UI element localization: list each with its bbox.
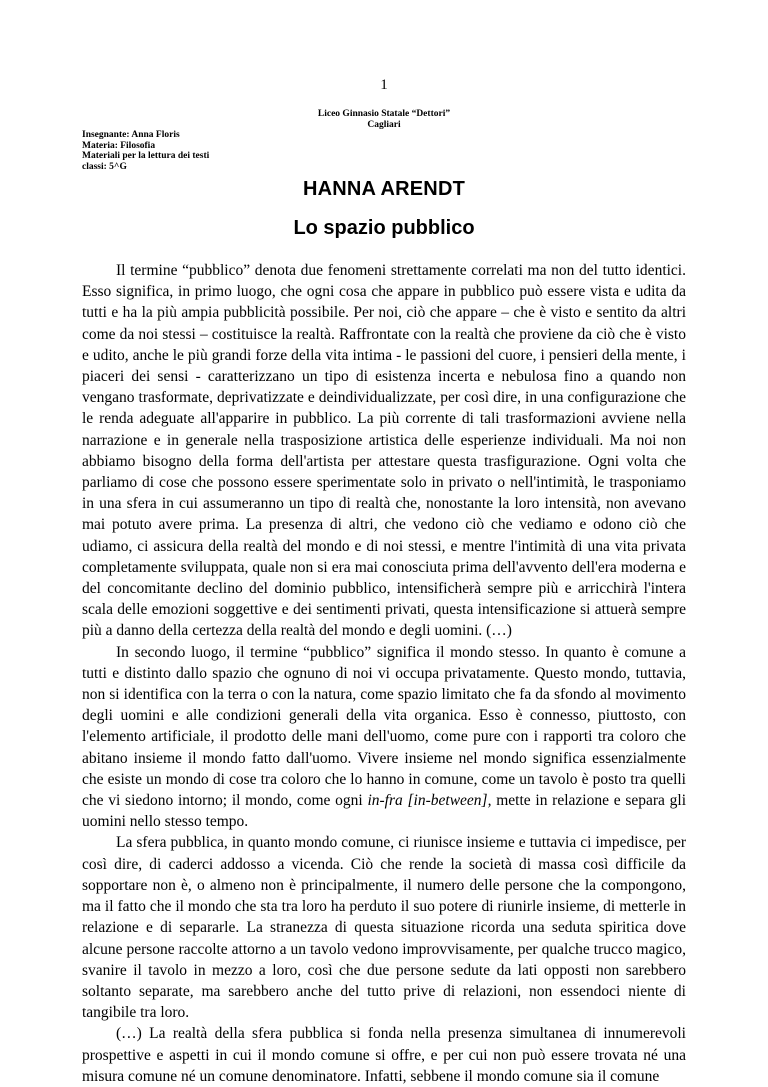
- paragraph-2-text-a: In secondo luogo, il termine “pubblico” significa il mondo stesso. In quanto è comune a tutti e distinto dallo spazio che ognuno di noi vi occupa privatamente. Questo mondo, tuttavia, non si identifica con la terra o con la natura, come spazio limitato che fa da sfondo al movimento degli uomini e alle condizioni generali della vita organica. Esso è connesso, piuttosto, con l'elemento artificiale, il prodotto delle mani dell'uomo, come pure con i rapporti tra coloro che abitano insieme il mondo fatto dall'uomo. Vivere insieme nel mondo significa essenzialmente che esiste un mondo di cose tra coloro che lo hanno in comune, come un tavolo è posto tra quelli che vi siedono intorno; il mondo, come ogni: [82, 643, 686, 810]
- page-number: 1: [380, 77, 388, 93]
- teacher-line: Insegnante: Anna Floris: [82, 130, 180, 140]
- page-title: Lo spazio pubblico: [293, 217, 475, 239]
- paragraph-2-text-b: mette in relazione e separa gli uomini nello stesso tempo.: [82, 792, 687, 831]
- author-heading: HANNA ARENDT: [302, 178, 466, 200]
- school-city: Cagliari: [367, 120, 401, 130]
- school-header: [0, 109, 768, 131]
- paragraph-4: (…) La realtà della sfera pubblica si fonda nella presenza simultanea di innumerevoli prospettive e aspetti in cui il mondo comune si offre, e per cui non può essere trovata né una misura comune né un comune denominatore. Infatti, sebbene il mondo comune sia il comune: [82, 1025, 686, 1085]
- classes-line: classi: 5^G: [82, 161, 127, 172]
- materials-line: Materiali per la lettura dei testi: [82, 151, 210, 161]
- school-name: Liceo Ginnasio Statale “Dettori”: [317, 109, 451, 119]
- paragraph-1: Il termine “pubblico” denota due fenomeni strettamente correlati ma non del tutto identici. Esso significa, in primo luogo, che ogni cosa che appare in pubblico può essere vista e udita da tutti e ha la più ampia pubblicità possibile. Per noi, ciò che appare – che è visto e sentito da altri come da noi stessi – costituisce la realtà. Raffrontate con la realtà che proviene da ciò che è visto e udito, anche le più grandi forze della vita intima - le passioni del cuore, i pensieri della mente, i piaceri dei sensi - caratterizzano un tipo di esistenza incerta e nebulosa fino a quando non vengano trasformate, deprivatizzate e deindividualizzate, per così dire, in una configurazione che le renda adeguate all'apparire in pubblico. La più corrente di tali trasformazioni avviene nella narrazione e in generale nella trasposizione artistica delle esperienze individuali. Ma noi non abbiamo bisogno della forma dell'artista per attestare questa trasfigurazione. Ogni volta che parliamo di cose che possono essere sperimentate solo in privato o nell'intimità, le trasponiamo in una sfera in cui assumeranno un tipo di realtà che, nonostante la loro intensità, non avevano mai potuto avere prima. La presenza di altri, che vedono ciò che vediamo e odono ciò che udiamo, ci assicura della realtà del mondo e di noi stessi, e mentre l'intimità di una vita privata completamente sviluppata, quale non si era mai conosciuta prima dell'avvento dell'era moderna e del concomitante declino del dominio pubblico, intensificherà sempre più e arricchirà l'intera scala delle emozioni soggettive e dei sentimenti privati, questa intensificazione si attuerà sempre più a danno della certezza della realtà del mondo e degli uomini. (…): [82, 262, 686, 640]
- paragraph-3: La sfera pubblica, in quanto mondo comune, ci riunisce insieme e tuttavia ci impedisce, per così dire, di caderci addosso a vicenda. Ciò che rende la società di massa così difficile da sopportare non è, o almeno non è principalmente, il numero delle persone che la compongono, ma il fatto che il mondo che sta tra loro ha perduto il suo potere di riunirle insieme, di metterle in relazione e di separarle. La stranezza di questa situazione ricorda una seduta spiritica dove alcune persone raccolte attorno a un tavolo vedono improvvisamente, per qualche trucco magico, svanire il tavolo in mezzo a loro, così che due persone sedute da lati opposti non sarebbero soltanto separate, ma sarebbero anche del tutto prive di relazioni, non essendoci niente di tangibile tra loro.: [82, 834, 686, 1022]
- subject-line: Materia: Filosofia: [82, 140, 156, 151]
- paragraph-2-italic-term: in-fra [in-between],: [367, 792, 492, 810]
- paragraph-2: [82, 642, 686, 833]
- course-info: [82, 130, 209, 172]
- document-body: [82, 260, 686, 1087]
